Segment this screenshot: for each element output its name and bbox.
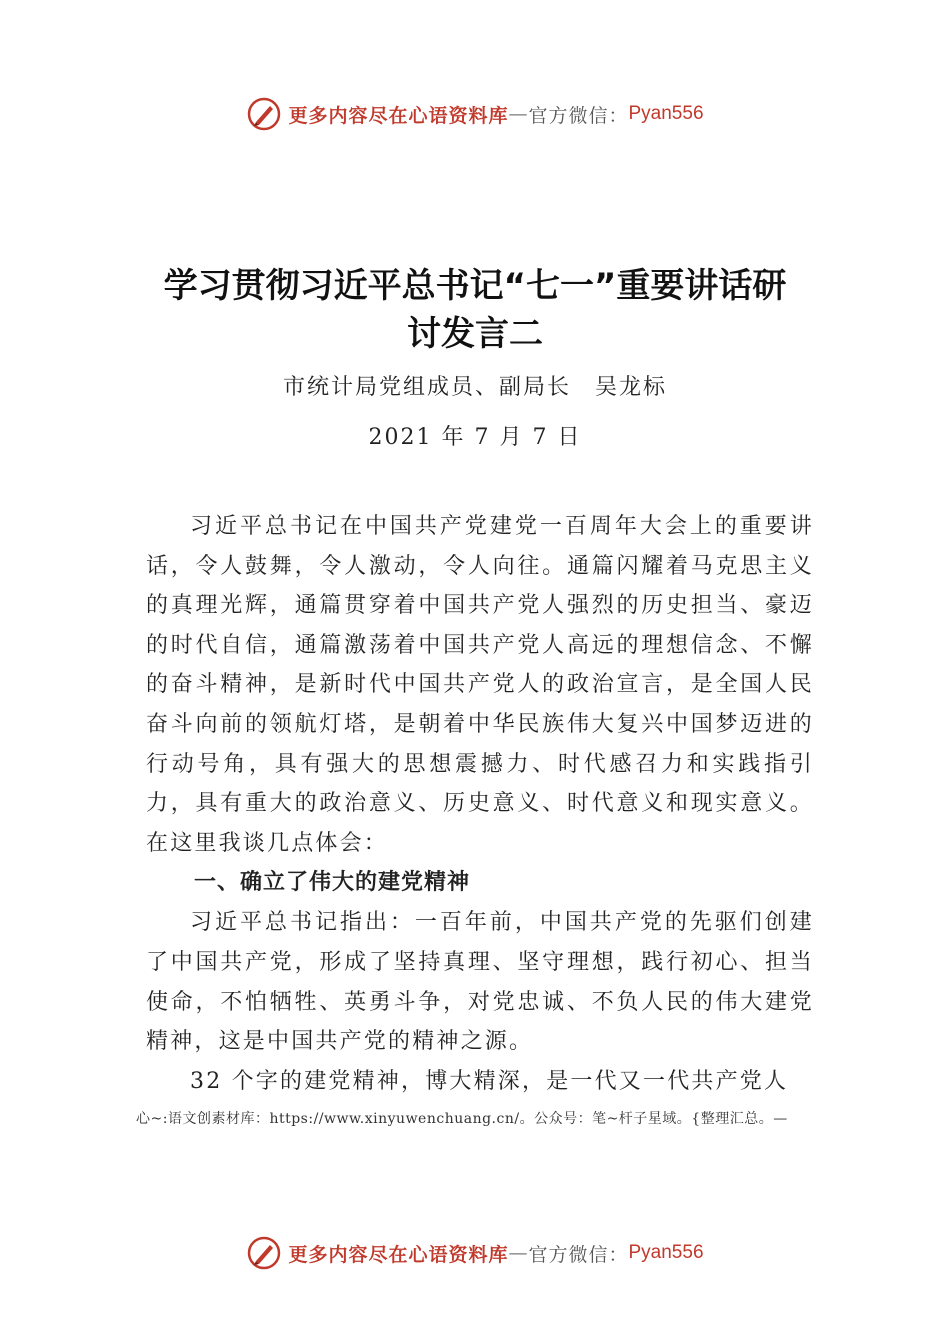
banner-separator: —: [508, 1242, 529, 1264]
banner-wechat-id: Pyan556: [628, 103, 704, 124]
title-line-2: 讨发言二: [407, 314, 543, 354]
banner-brand: 更多内容尽在心语资料库: [288, 1243, 509, 1266]
footnote: 心~:语文创素材库：https://www.xinyuwenchuang.cn/。公众号：笔~杆子星域。{整理汇总。—: [136, 1111, 788, 1127]
section-heading-1: 一、确立了伟大的建党精神: [194, 870, 471, 896]
paragraph-section-1: 习近平总书记指出：一百年前，中国共产党的先驱们创建了中国共产党，形成了坚持真理、坚守理想，践行初心、担当使命，不怕牺牲、英勇斗争，对党忠诚、不负人民的伟大建党精神，这是中国共产党的精神之源。: [146, 910, 814, 1055]
title-line-1: 学习贯彻习近平总书记“七一”重要讲话研: [163, 266, 787, 306]
banner-separator: —: [508, 103, 529, 125]
paragraph-intro: 习近平总书记在中国共产党建党一百周年大会上的重要讲话，令人鼓舞，令人激动，令人向往。通篇闪耀着马克思主义的真理光辉，通篇贯穿着中国共产党人强烈的历史担当、豪迈的时代自信，通篇激荡着中国共产党人高远的理想信念、不懈的奋斗精神，是新时代中国共产党人的政治宣言，是全国人民奋斗向前的领航灯塔，是朝着中华民族伟大复兴中国梦迈进的行动号角，具有强大的思想震撼力、时代感召力和实践指引力，具有重大的政治意义、历史意义、时代意义和现实意义。在这里我谈几点体会：: [146, 514, 814, 856]
document-title: [120, 262, 830, 358]
banner-brand: 更多内容尽在心语资料库: [288, 104, 509, 127]
header-banner: [0, 94, 950, 134]
banner-label: 官方微信：: [528, 1243, 629, 1266]
pen-nib-logo-icon: [246, 1235, 282, 1271]
banner-wechat-id: Pyan556: [628, 1242, 704, 1263]
paragraph-continued: 32 个字的建党精神，博大精深，是一代又一代共产党人: [190, 1068, 789, 1094]
document-date: 2021 年 7 月 7 日: [368, 425, 582, 450]
footer-banner: [0, 1233, 950, 1273]
pen-nib-logo-icon: [246, 96, 282, 132]
banner-label: 官方微信：: [528, 104, 629, 127]
document-body: [146, 507, 814, 1101]
author-byline: 市统计局党组成员、副局长 吴龙标: [282, 375, 667, 400]
